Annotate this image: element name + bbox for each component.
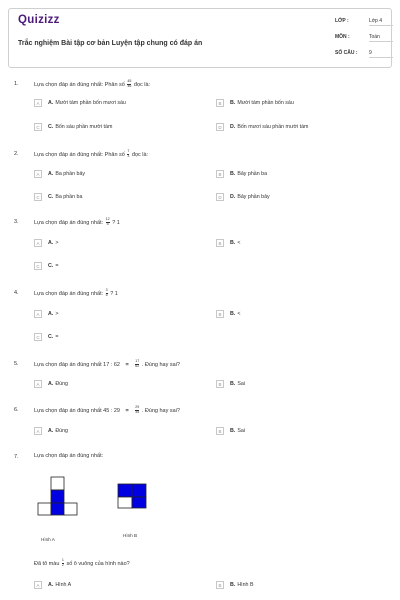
option-letter: A. xyxy=(48,240,54,246)
option-checkbox[interactable]: A xyxy=(34,427,42,435)
worksheet-title: Trắc nghiệm Bài tập cơ bản Luyện tập chung có đáp án xyxy=(18,40,203,47)
equals-sign: = xyxy=(125,407,129,414)
option-text: = xyxy=(55,263,59,269)
option-text: Đúng xyxy=(55,381,68,387)
option-letter: A. xyxy=(48,100,54,106)
fraction-denominator: 2 xyxy=(61,562,64,567)
question-prefix: Lựa chọn đáp án đúng nhất 17 : 62 xyxy=(34,361,120,368)
answer-option[interactable] xyxy=(34,193,82,201)
fraction xyxy=(62,559,64,568)
option-text: Sai xyxy=(237,428,245,434)
option-checkbox[interactable]: D xyxy=(216,193,224,201)
option-text: < xyxy=(237,240,241,246)
option-checkbox[interactable]: B xyxy=(216,380,224,388)
option-text: > xyxy=(55,311,59,317)
answer-option[interactable] xyxy=(34,99,126,107)
grade-label: LỚP : xyxy=(335,18,349,24)
fraction-numerator: 17 xyxy=(135,359,140,363)
option-letter: A. xyxy=(48,381,54,387)
figure-b-cell-filled xyxy=(132,497,146,508)
figure-a-cell xyxy=(38,503,51,515)
fraction xyxy=(106,289,108,298)
fraction-numerator: 7 xyxy=(127,149,130,153)
fraction-numerator: 3 xyxy=(105,288,108,292)
option-checkbox[interactable]: A xyxy=(34,99,42,107)
subject-label: MÔN : xyxy=(335,34,350,40)
option-letter: C. xyxy=(48,124,54,130)
question-count-label: SỐ CÂU : xyxy=(335,50,358,56)
answer-option[interactable] xyxy=(34,581,71,589)
answer-option[interactable] xyxy=(34,310,58,318)
option-text: Ba phần ba xyxy=(55,194,83,200)
option-text: Đúng xyxy=(55,428,68,434)
question-text xyxy=(34,406,180,415)
figure-b-cell-filled xyxy=(118,484,132,497)
question-prefix: Lựa chọn đáp án đúng nhất: xyxy=(34,290,104,297)
quizizz-logo: Quizizz xyxy=(18,14,60,26)
fraction-denominator: 5 xyxy=(105,292,108,297)
answer-option[interactable] xyxy=(216,99,294,107)
question-number: 4. xyxy=(14,290,19,296)
option-text: = xyxy=(55,334,59,340)
question-text xyxy=(34,218,120,227)
option-letter: C. xyxy=(48,334,54,340)
answer-option[interactable] xyxy=(216,427,245,435)
answer-option[interactable] xyxy=(216,170,267,178)
option-letter: A. xyxy=(48,428,54,434)
option-checkbox[interactable]: C xyxy=(34,333,42,341)
option-letter: B. xyxy=(230,311,236,317)
question-suffix: . Đúng hay sai? xyxy=(141,407,180,414)
question-prefix: Lựa chọn đáp án đúng nhất: Phân số xyxy=(34,151,125,158)
option-letter: B. xyxy=(230,582,236,588)
question-number: 2. xyxy=(14,151,19,157)
option-checkbox[interactable]: A xyxy=(34,380,42,388)
figure-b-label: Hình B xyxy=(123,533,138,538)
question-number: 5. xyxy=(14,361,19,367)
option-text: Mười tám phần bốn mươi sáu xyxy=(55,100,126,106)
answer-option[interactable] xyxy=(34,123,112,131)
answer-option[interactable] xyxy=(34,380,68,388)
option-letter: C. xyxy=(48,194,54,200)
option-checkbox[interactable]: B xyxy=(216,239,224,247)
figure-a xyxy=(36,476,80,516)
answer-option[interactable] xyxy=(216,581,254,589)
question-text: Lựa chọn đáp án đúng nhất: xyxy=(34,453,104,459)
question-suffix: ? 1 xyxy=(110,290,118,297)
equals-sign: = xyxy=(125,361,129,368)
answer-option[interactable] xyxy=(216,239,240,247)
question-suffix: đọc là: xyxy=(131,151,149,158)
option-text: Mười tám phần bốn sáu xyxy=(237,100,294,106)
question-prefix: Lựa chọn đáp án đúng nhất: Phân số xyxy=(34,81,125,88)
answer-option[interactable] xyxy=(34,427,68,435)
fraction-numerator: 1 xyxy=(61,558,64,562)
figure-a-cell xyxy=(64,503,77,515)
question-number: 7. xyxy=(14,454,19,460)
question-suffix: đọc là: xyxy=(133,81,151,88)
question-text xyxy=(34,80,150,89)
fraction xyxy=(127,80,131,89)
figure-b-cell-filled xyxy=(132,484,146,497)
option-letter: B. xyxy=(230,240,236,246)
fraction xyxy=(135,406,139,415)
option-text: Sai xyxy=(237,381,245,387)
option-text: Hình A xyxy=(55,582,72,588)
grade-value: Lớp 4 xyxy=(369,18,393,26)
option-checkbox[interactable]: C xyxy=(34,123,42,131)
option-checkbox[interactable]: B xyxy=(216,99,224,107)
answer-option[interactable] xyxy=(34,333,58,341)
answer-option[interactable] xyxy=(216,193,270,201)
question-subtext xyxy=(34,559,130,568)
option-checkbox[interactable]: B xyxy=(216,581,224,589)
option-text: Bốn sáu phần mười tám xyxy=(55,124,113,130)
question-number: 1. xyxy=(14,81,19,87)
answer-option[interactable] xyxy=(216,310,240,318)
option-text: Bảy phần bảy xyxy=(237,194,270,200)
figure-b xyxy=(116,482,150,510)
question-text xyxy=(34,150,148,159)
fraction-numerator: 45 xyxy=(127,79,132,83)
option-letter: B. xyxy=(230,381,236,387)
question-number: 6. xyxy=(14,407,19,413)
option-text: < xyxy=(237,311,241,317)
option-letter: D. xyxy=(230,124,236,130)
fraction xyxy=(135,360,139,369)
figure-a-cell xyxy=(51,477,64,490)
option-text: Bốn mươi sáu phần mười tám xyxy=(237,124,309,130)
question-prefix: Lựa chọn đáp án đúng nhất 45 : 29 xyxy=(34,407,120,414)
answer-option[interactable] xyxy=(34,239,58,247)
subject-value: Toán xyxy=(369,34,393,42)
option-letter: B. xyxy=(230,428,236,434)
option-letter: A. xyxy=(48,171,54,177)
option-checkbox[interactable]: B xyxy=(216,310,224,318)
option-checkbox[interactable]: D xyxy=(216,123,224,131)
question-count-value: 9 xyxy=(369,50,393,58)
figure-a-cell-filled xyxy=(51,503,64,515)
fraction-denominator: 46 xyxy=(127,83,132,88)
option-checkbox[interactable]: A xyxy=(34,239,42,247)
option-checkbox[interactable]: A xyxy=(34,310,42,318)
question-sub-prefix: Đã tô màu xyxy=(34,560,60,567)
option-checkbox[interactable]: A xyxy=(34,170,42,178)
option-checkbox[interactable]: A xyxy=(34,581,42,589)
fraction xyxy=(127,150,129,159)
option-letter: A. xyxy=(48,311,54,317)
option-text: Hình B xyxy=(237,582,254,588)
question-text xyxy=(34,360,180,369)
fraction xyxy=(106,218,110,227)
option-checkbox[interactable]: B xyxy=(216,427,224,435)
answer-option[interactable] xyxy=(34,262,58,270)
option-letter: B. xyxy=(230,171,236,177)
question-text xyxy=(34,289,118,298)
fraction-numerator: 12 xyxy=(105,217,110,221)
option-letter: B. xyxy=(230,100,236,106)
option-text: Bảy phần ba xyxy=(237,171,268,177)
option-checkbox[interactable]: B xyxy=(216,170,224,178)
question-suffix: ? 1 xyxy=(112,219,120,226)
answer-option[interactable] xyxy=(216,380,245,388)
fraction-denominator: 62 xyxy=(135,363,140,368)
option-checkbox[interactable]: C xyxy=(34,262,42,270)
option-text: Ba phần bảy xyxy=(55,171,86,177)
question-sub-suffix: số ô vuông của hình nào? xyxy=(66,560,130,567)
fraction-denominator: 5 xyxy=(106,221,109,226)
fraction-numerator: 29 xyxy=(135,405,140,409)
question-suffix: . Đúng hay sai? xyxy=(141,361,180,368)
fraction-denominator: 3 xyxy=(127,153,130,158)
option-text: > xyxy=(55,240,59,246)
figure-a-label: Hình A xyxy=(41,537,55,542)
option-letter: A. xyxy=(48,582,54,588)
fraction-denominator: 45 xyxy=(135,409,140,414)
question-prefix: Lựa chọn đáp án đúng nhất: xyxy=(34,219,104,226)
question-number: 3. xyxy=(14,219,19,225)
option-letter: C. xyxy=(48,263,54,269)
option-letter: D. xyxy=(230,194,236,200)
answer-option[interactable] xyxy=(34,170,85,178)
figure-a-cell-filled xyxy=(51,490,64,503)
option-checkbox[interactable]: C xyxy=(34,193,42,201)
figure-b-cell xyxy=(118,497,132,508)
answer-option[interactable] xyxy=(216,123,308,131)
worksheet-header xyxy=(8,8,392,68)
